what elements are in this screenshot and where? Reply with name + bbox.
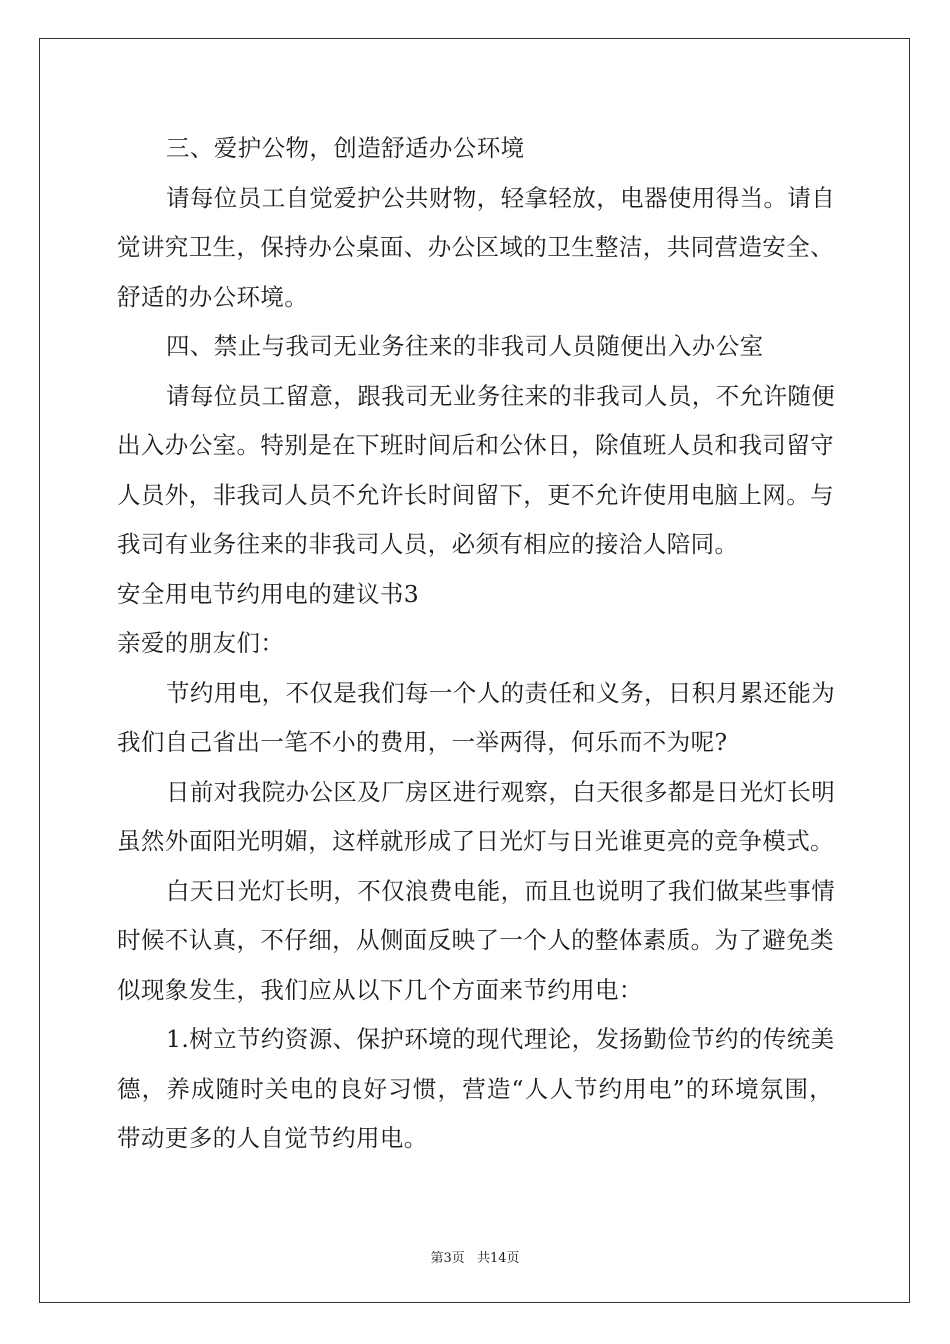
paragraph-line: 请每位员工自觉爱护公共财物，轻拿轻放，电器使用得当。请自 bbox=[166, 183, 836, 212]
paragraph-line: 似现象发生，我们应从以下几个方面来节约用电： bbox=[117, 975, 643, 1004]
document-title: 安全用电节约用电的建议书3 bbox=[117, 579, 420, 608]
page-number: 第3页 bbox=[430, 1251, 465, 1266]
paragraph-line: 日前对我院办公区及厂房区进行观察，白天很多都是日光灯长明 bbox=[166, 777, 836, 806]
page-total: 共14页 bbox=[476, 1251, 520, 1266]
paragraph-line: 人员外，非我司人员不允许长时间留下，更不允许使用电脑上网。与 bbox=[117, 480, 834, 509]
list-item-line: 1.树立节约资源、保护环境的现代理论，发扬勤俭节约的传统美 bbox=[166, 1025, 835, 1053]
list-item-line: 带动更多的人自觉节约用电。 bbox=[117, 1124, 428, 1152]
paragraph-line: 节约用电，不仅是我们每一个人的责任和义务，日积月累还能为 bbox=[166, 678, 836, 707]
paragraph-line: 白天日光灯长明，不仅浪费电能，而且也说明了我们做某些事情 bbox=[166, 876, 836, 905]
paragraph-line: 请每位员工留意，跟我司无业务往来的非我司人员，不允许随便 bbox=[166, 381, 836, 410]
paragraph-line: 觉讲究卫生，保持办公桌面、办公区域的卫生整洁，共同营造安全、 bbox=[117, 233, 834, 261]
paragraph-line: 出入办公室。特别是在下班时间后和公休日，除值班人员和我司留守 bbox=[117, 431, 834, 459]
document-body bbox=[117, 124, 836, 1164]
section-heading: 四、禁止与我司无业务往来的非我司人员随便出入办公室 bbox=[166, 332, 764, 360]
paragraph-line: 我司有业务往来的非我司人员，必须有相应的接洽人陪同。 bbox=[117, 530, 739, 558]
paragraph-line: 虽然外面阳光明媚，这样就形成了日光灯与日光谁更亮的竞争模式。 bbox=[117, 827, 834, 855]
paragraph-line: 时候不认真，不仔细，从侧面反映了一个人的整体素质。为了避免类 bbox=[117, 926, 834, 954]
paragraph-line: 我们自己省出一笔不小的费用，一举两得，何乐而不为呢? bbox=[117, 728, 728, 756]
section-heading: 三、爱护公物，创造舒适办公环境 bbox=[166, 134, 525, 162]
page-footer bbox=[0, 1247, 950, 1266]
paragraph-line: 舒适的办公环境。 bbox=[117, 282, 309, 311]
salutation: 亲爱的朋友们： bbox=[117, 629, 285, 657]
list-item-line: 德，养成随时关电的良好习惯，营造“人人节约用电”的环境氛围， bbox=[117, 1074, 833, 1103]
